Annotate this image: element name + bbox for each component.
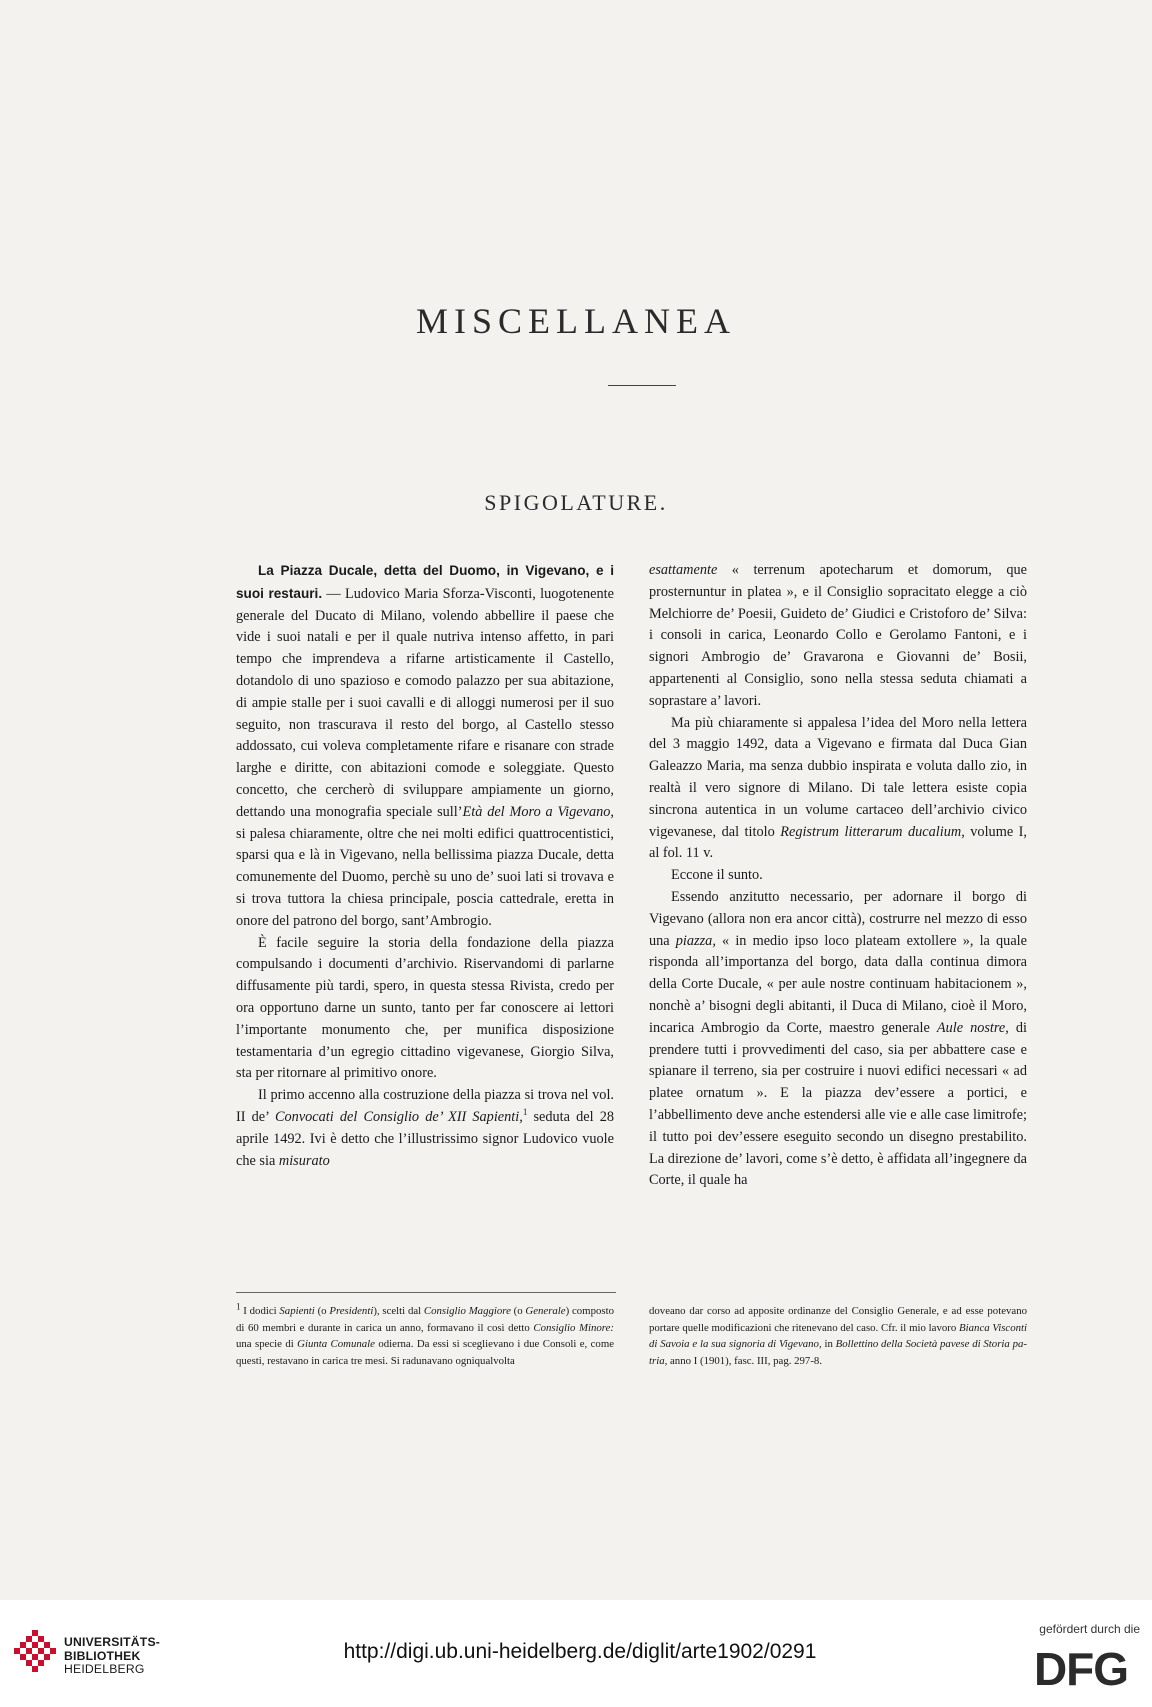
paragraph-4: esattamente « terrenum apotecharum et domorum, que prosternuntur in platea », e il Consiglio sopracitato elegge a ciò Melchiorre de’ Poesii, Guideto de’ Giudici e Cristoforo de’ Silva: i consoli in carica, Leonardo Collo e Gerolamo Fantoni, e i signori Ambrogio de’ Gravarona e Giovanni de’ Bosii, appartenenti al Consiglio, sono nella stessa seduta chiamati a soprastare a’ lavori. — [649, 562, 1027, 709]
page-title: MISCELLANEA — [416, 301, 736, 341]
footnote-left: $^1$ I dodici Sapienti (o Presidenti), scelti dal Consiglio Maggiore (o Generale) composto di 60 membri e durante in carica un anno, formavano il così detto Consiglio Minore: una specie di Giunta Comunale odierna. Da essi si sceglievano i due Consoli e, come questi, restavano in carica tre mesi. Si radunavano ogniqualvolta — [236, 1301, 615, 1367]
paragraph-7: Essendo anzitutto necessario, per adornare il borgo di Vigevano (allora non era ancor città), costrurre nel mezzo di esso una piazza, « in medio ipso loco plateam extollere », la quale risponda all’importanza del borgo, data dalla continua dimora della Corte Ducale, « per aule nostre continuam habitacionem », nonchè a’ bisogni degli abitanti, il Duca di Milano, cioè il Moro, incarica Ambrogio da Corte, maestro generale Aule nostre, di prendere tutti i provvedimenti del caso, sia per abbattere case e spianare il terreno, sia per costruire i nuovi edifici necessari « ad platee ornatum ». E la piazza dev’essere a portici, e l’abbellimento deve anche estendersi alle vie e alle case limitrofe; il tutto poi dev’essere eseguito secondo un disegno prestabilito. La direzione de’ lavori, come s’è detto, è affidata all’ingegnere da Corte, il quale ha — [649, 888, 1027, 1189]
footnote-right: doveano dar corso ad apposite ordinanze del Consiglio Generale, e ad esse potevano portare quelle modificazioni che ritenevano del caso. Cfr. il mio lavoro Bianca Visconti di Savoia e la sua signoria di Vigevano, in Bollettino della Società pavese di Storia patria, anno I (1901), fasc. III, pag. 297-8. — [649, 1305, 1028, 1367]
paragraph-6: Eccone il sunto. — [671, 867, 763, 884]
paragraph-2: È facile seguire la storia della fondazione della piazza compulsando i documenti d’archivio. Riservandomi di parlarne diffusamente più tardi, spero, in questa stessa Rivista, credo per ora opportuno darne un sunto, tanto per far conoscere ai lettori l’importante monumento che, per munifica disposizione testamentaria d’un egregio cittadino vigevanese, Giorgio Silva, sta per ritornare al primitivo onore. — [236, 934, 614, 1082]
article-heading: La Piazza Ducale, detta del Duomo, in Vigevano, e i suoi restauri. — [236, 563, 614, 601]
source-url-link[interactable]: http://digi.ub.uni-heidelberg.de/diglit/arte1902/0291 — [343, 1640, 817, 1663]
footnote-divider — [236, 1292, 616, 1293]
paragraph-1: La Piazza Ducale, detta del Duomo, in Vigevano, e i suoi restauri. — Ludovico Maria Sforza-Visconti, luogotenente generale del Ducato di Milano, volendo abbellire il paese che vide i suoi natali e per il quale nutriva intenso affetto, in pari tempo che imprendeva a rifarne artisticamente il Castello, dotandolo di uno spazioso e comodo palazzo per sua abitazione, di ampie stalle per i suoi cavalli e di alloggi numerosi per il suo seguito, non trascurava il resto del borgo, al Castello stesso addossato, cui voleva completamente rifare e risanare con strade larghe e diritte, con abitazioni comode e soleggiate. Questo concetto, che cercherò di sviluppare ampiamente un giorno, dettando una monografia speciale sull’Età del Moro a Vigevano, si palesa chiaramente, oltre che nei molti edifici quattrocentistici, sparsi qua e là in Vigevano, nella bellissima piazza Ducale, detta comunemente del Duomo, perchè su uno de’ suoi lati si trovava e si trova tuttora la chiesa principale, poscia cattedrale, eretta in onore del patrono del borgo, sant’Ambrogio. — [236, 563, 614, 929]
footnote-ref[interactable]: 1 — [522, 1107, 528, 1118]
university-seal-icon — [12, 1628, 58, 1674]
paragraph-3: Il primo accenno alla costruzione della piazza si trova nel vol. II de’ Convocati del Consiglio de’ XII Sapienti,$^1$ seduta del 28 aprile 1492. Ivi è detto che l’illustrissimo signor Ludovico vuole che sia misurato — [236, 1087, 614, 1169]
funding-note: gefördert durch die — [1039, 1622, 1140, 1636]
title-divider — [608, 385, 676, 386]
section-title: SPIGOLATURE. — [484, 490, 668, 515]
library-name[interactable]: UNIVERSITÄTS- BIBLIOTHEK HEIDELBERG — [64, 1635, 161, 1677]
paragraph-5: Ma più chiaramente si appalesa l’idea del Moro nella lettera del 3 maggio 1492, data a Vigevano e firmata dal Duca Gian Galeazzo Maria, ma senza dubbio inspirata e voluta dallo zio, in realtà il vero signore di Milano. Di tale lettera esiste copia sincrona autentica in un volume cartaceo dell’archivio civico vigevanese, dal titolo Registrum litterarum ducalium, volume I, al fol. 11 v. — [649, 714, 1027, 862]
bleed-through-header — [230, 132, 870, 146]
article-column-left — [236, 560, 614, 1280]
svg-text:DFG: DFG — [1033, 1645, 1129, 1691]
dfg-logo-icon[interactable] — [1020, 1645, 1142, 1691]
article-column-right — [649, 560, 1027, 1280]
